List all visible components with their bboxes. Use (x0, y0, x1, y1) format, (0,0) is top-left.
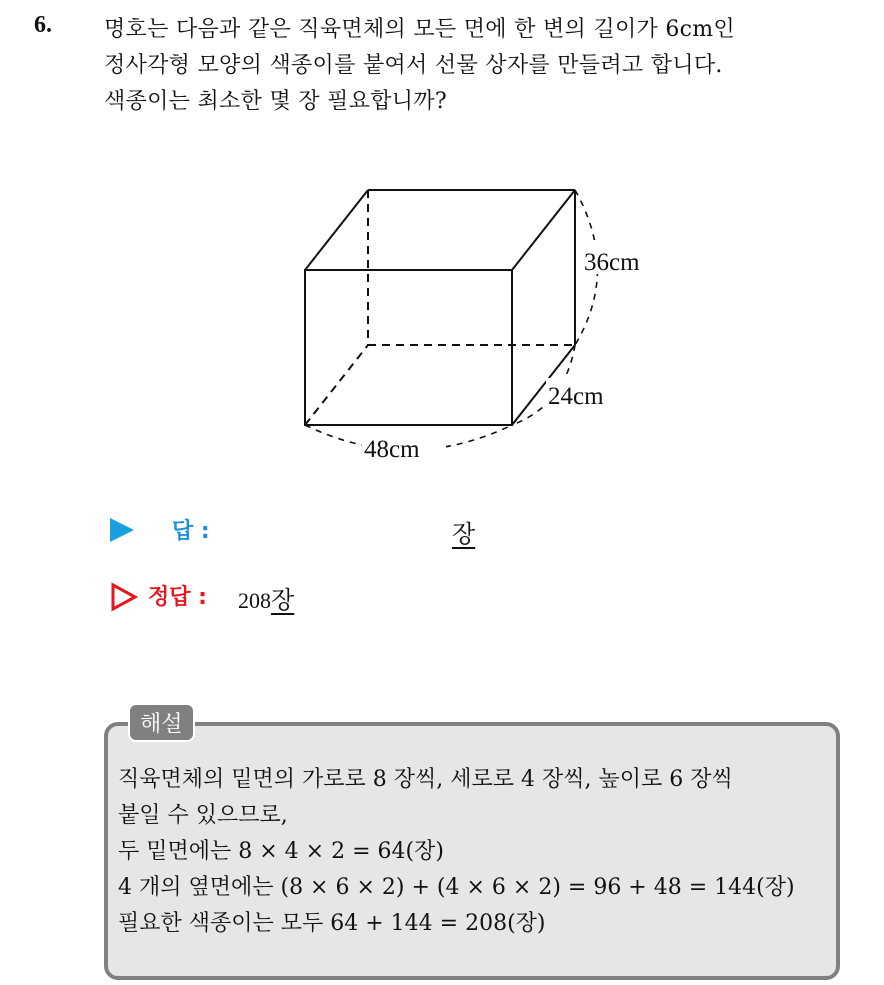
width-label: 48cm (364, 436, 420, 463)
question-line: 색종이는 최소한 몇 장 필요합니까? (104, 89, 447, 114)
play-triangle-icon (110, 518, 134, 542)
answer-label: 답 : (172, 519, 210, 544)
height-label: 36cm (584, 249, 640, 276)
question-number: 6. (34, 12, 52, 38)
cuboid-hidden-edge (305, 345, 368, 425)
question-line: 명호는 다음과 같은 직육면체의 모든 면에 한 변의 길이가 6cm인 (104, 17, 735, 42)
correct-label: 정답 : (148, 585, 207, 610)
solution-line: 4 개의 옆면에는 (8 × 6 × 2) + (4 × 6 × 2) = 96 + 48 = 144(장) (118, 875, 795, 900)
solution-text (118, 762, 834, 942)
question-line: 정사각형 모양의 색종이를 붙여서 선물 상자를 만들려고 합니다. (104, 53, 723, 78)
answer-unit[interactable]: 장 (452, 520, 476, 548)
question-text (104, 12, 874, 120)
cuboid-edge (305, 190, 368, 270)
depth-label: 24cm (548, 383, 604, 410)
solution-tag: 해설 (128, 703, 195, 742)
cuboid-figure (290, 180, 670, 470)
outline-triangle-icon (110, 582, 138, 612)
solution-line: 붙일 수 있으므로, (118, 803, 288, 828)
correct-number: 208 (238, 588, 271, 613)
solution-line: 직육면체의 밑면의 가로로 8 장씩, 세로로 4 장씩, 높이로 6 장씩 (118, 767, 733, 792)
solution-line: 두 밑면에는 8 × 4 × 2 = 64(장) (118, 839, 444, 864)
cuboid-front-face (305, 270, 512, 425)
answer-row (110, 510, 570, 550)
correct-answer-row (110, 578, 570, 618)
solution-line: 필요한 색종이는 모두 64 + 144 = 208(장) (118, 911, 546, 936)
correct-unit: 장 (271, 588, 295, 614)
cuboid-edge (512, 190, 575, 270)
correct-value (238, 580, 294, 615)
